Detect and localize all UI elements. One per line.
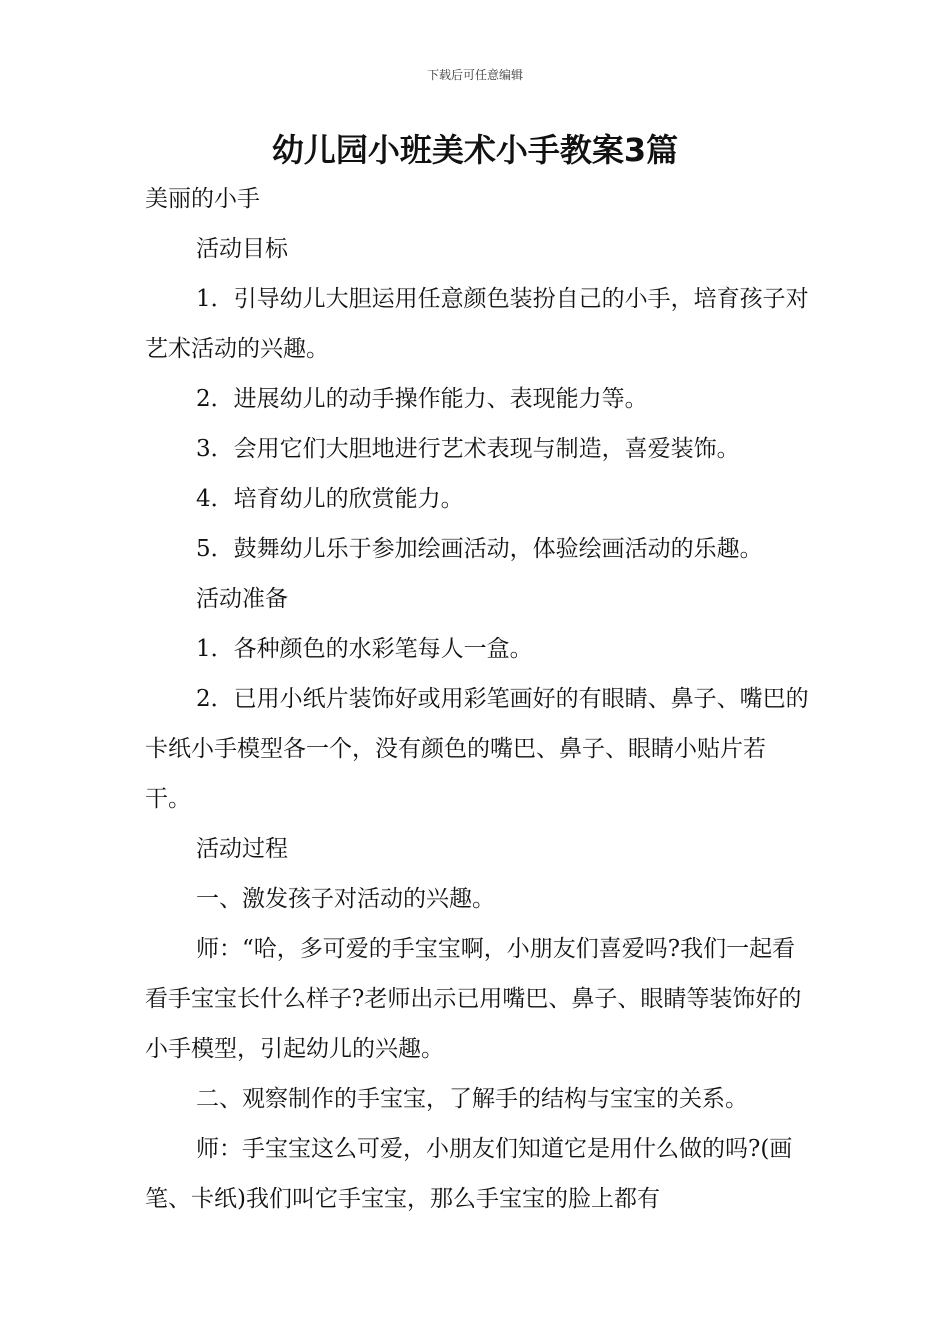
header-note: 下载后可任意编辑 bbox=[426, 68, 523, 82]
section-heading-goals: 活动目标 bbox=[196, 236, 288, 262]
paragraph: 2．已用小纸片装饰好或用彩笔画好的有眼睛、鼻子、嘴巴的卡纸小手模型各一个，没有颜色的嘴巴、鼻子、眼睛小贴片若干。 bbox=[145, 686, 809, 812]
paragraph: 师：手宝宝这么可爱，小朋友们知道它是用什么做的吗?(画笔、卡纸)我们叫它手宝宝，那么手宝宝的脸上都有 bbox=[145, 1136, 793, 1212]
document-body bbox=[145, 174, 810, 1224]
paragraph: 师：“哈，多可爱的手宝宝啊，小朋友们喜爱吗?我们一起看看手宝宝长什么样子?老师出示已用嘴巴、鼻子、眼睛等装饰好的小手模型，引起幼儿的兴趣。 bbox=[145, 936, 802, 1062]
paragraph: 二、观察制作的手宝宝，了解手的结构与宝宝的关系。 bbox=[196, 1086, 748, 1112]
document-title: 幼儿园小班美术小手教案3篇 bbox=[271, 131, 679, 169]
paragraph: 5．鼓舞幼儿乐于参加绘画活动，体验绘画活动的乐趣。 bbox=[196, 536, 763, 562]
paragraph: 3．会用它们大胆地进行艺术表现与制造，喜爱装饰。 bbox=[196, 436, 740, 462]
paragraph: 1．各种颜色的水彩笔每人一盒。 bbox=[196, 636, 533, 662]
paragraph: 一、激发孩子对活动的兴趣。 bbox=[196, 886, 495, 912]
section-heading-process: 活动过程 bbox=[196, 836, 288, 862]
section-heading-preparation: 活动准备 bbox=[196, 586, 288, 612]
paragraph: 4．培育幼儿的欣赏能力。 bbox=[196, 486, 464, 512]
paragraph: 2．进展幼儿的动手操作能力、表现能力等。 bbox=[196, 386, 648, 412]
paragraph: 1．引导幼儿大胆运用任意颜色装扮自己的小手，培育孩子对艺术活动的兴趣。 bbox=[145, 286, 809, 362]
section-subtitle: 美丽的小手 bbox=[145, 186, 260, 212]
